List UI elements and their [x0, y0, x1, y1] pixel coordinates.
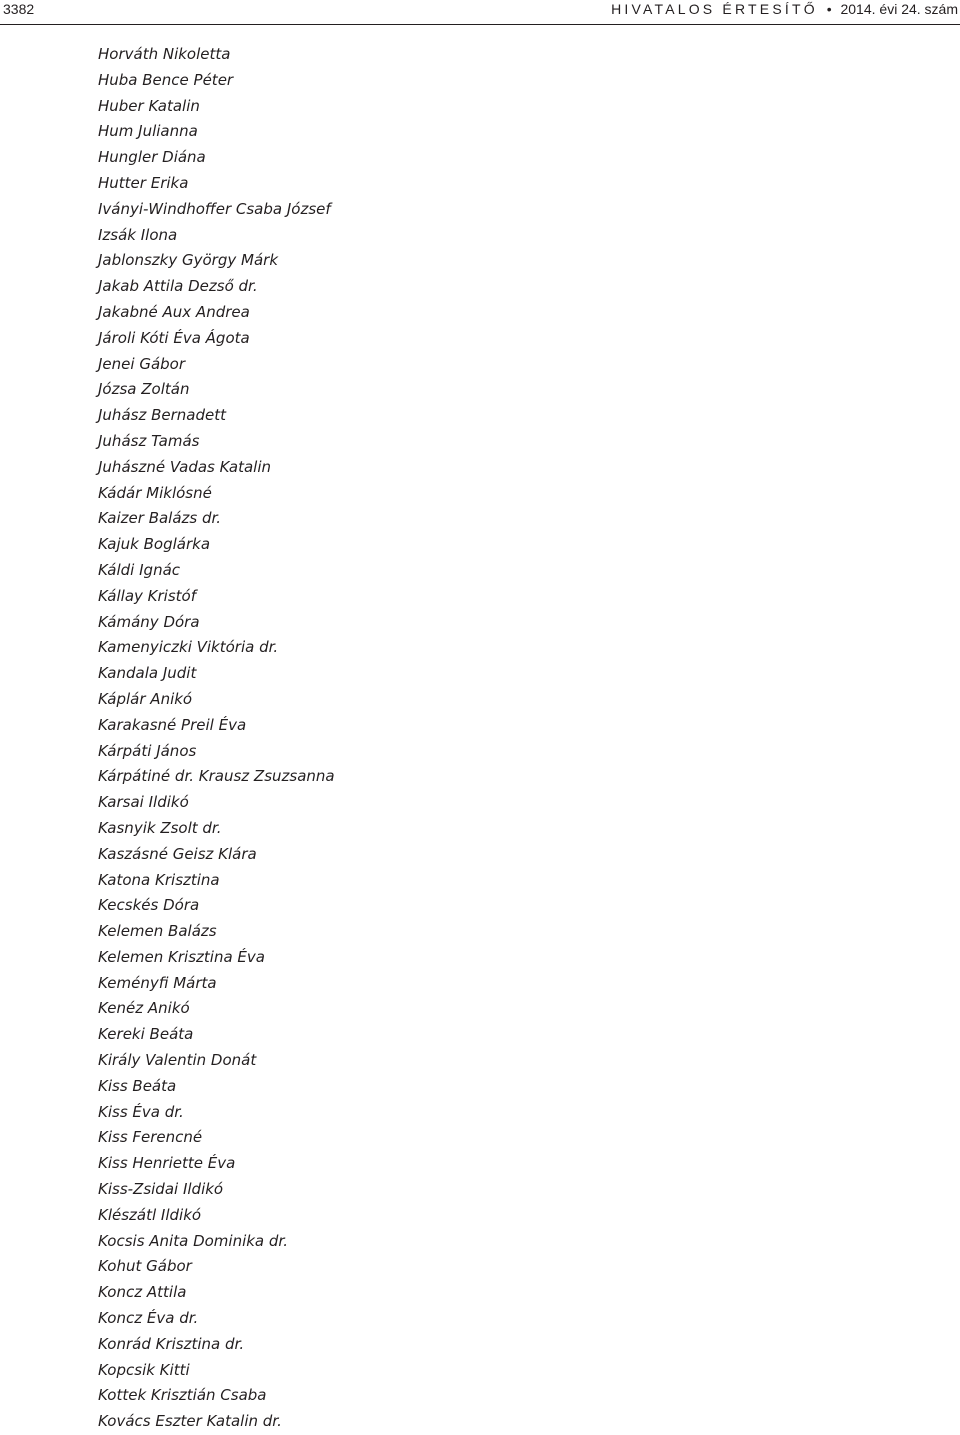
list-item: Iványi-Windhoffer Csaba József — [98, 199, 331, 218]
list-item: Juhász Bernadett — [98, 406, 226, 425]
list-item: Kárpátiné dr. Krausz Zsuzsanna — [98, 767, 335, 786]
list-item: Juhászné Vadas Katalin — [98, 457, 272, 476]
list-item: Kámány Dóra — [98, 612, 200, 631]
list-item: Király Valentin Donát — [98, 1051, 257, 1070]
list-item: Kaizer Balázs dr. — [98, 509, 222, 528]
list-item: Kárpáti János — [98, 741, 197, 760]
list-item: Kandala Judit — [98, 664, 197, 683]
list-item: Kenéz Anikó — [98, 999, 190, 1018]
list-item: Káldi Ignác — [98, 560, 181, 579]
list-item: Kamenyiczki Viktória dr. — [98, 638, 279, 657]
list-item: Hum Julianna — [98, 122, 198, 141]
list-item: Kállay Kristóf — [98, 586, 196, 605]
list-item: Kelemen Krisztina Éva — [98, 947, 265, 966]
list-item: Jakab Attila Dezső dr. — [98, 277, 258, 296]
list-item: Jenei Gábor — [98, 354, 186, 373]
list-item: Kajuk Boglárka — [98, 535, 211, 554]
list-item: Kecskés Dóra — [98, 896, 200, 915]
list-item: Káplár Anikó — [98, 689, 193, 708]
list-item: Kohut Gábor — [98, 1257, 192, 1276]
list-item: Kasnyik Zsolt dr. — [98, 818, 222, 837]
list-item: Koncz Éva dr. — [98, 1309, 199, 1328]
list-item: Huba Bence Péter — [98, 70, 234, 89]
list-item: Koncz Attila — [98, 1283, 187, 1302]
issue-label: 2014. évi 24. szám — [840, 1, 958, 17]
page-number: 3382 — [3, 1, 35, 17]
list-item: Kopcsik Kitti — [98, 1360, 190, 1379]
header-separator: • — [826, 1, 832, 17]
list-item: Jablonszky György Márk — [98, 251, 279, 270]
list-item: Jároli Kóti Éva Ágota — [98, 328, 250, 347]
list-item: Juhász Tamás — [98, 431, 200, 450]
list-item: Kiss-Zsidai Ildikó — [98, 1180, 224, 1199]
list-item: Hutter Erika — [98, 173, 189, 192]
list-item: Katona Krisztina — [98, 870, 220, 889]
name-list — [98, 42, 335, 1435]
list-item: Kádár Miklósné — [98, 483, 212, 502]
list-item: Klészátl Ildikó — [98, 1205, 202, 1224]
list-item: Kiss Éva dr. — [98, 1102, 184, 1121]
list-item: Kelemen Balázs — [98, 922, 217, 941]
running-title — [611, 1, 958, 17]
list-item: Karsai Ildikó — [98, 793, 189, 812]
page-header — [0, 0, 960, 24]
list-item: Konrád Krisztina dr. — [98, 1334, 245, 1353]
list-item: Jakabné Aux Andrea — [98, 302, 250, 321]
journal-title: HIVATALOS ÉRTESÍTŐ — [611, 1, 818, 17]
list-item: Keményfi Márta — [98, 973, 217, 992]
list-item: Huber Katalin — [98, 96, 200, 115]
list-item: Horváth Nikoletta — [98, 45, 231, 63]
list-item: Hungler Diána — [98, 148, 206, 167]
header-rule — [0, 24, 960, 25]
list-item: Kiss Ferencné — [98, 1128, 203, 1147]
list-item: Józsa Zoltán — [98, 380, 190, 399]
list-item: Izsák Ilona — [98, 225, 178, 244]
list-item: Karakasné Preil Éva — [98, 715, 247, 734]
list-item: Kottek Krisztián Csaba — [98, 1386, 267, 1405]
list-item: Kaszásné Geisz Klára — [98, 844, 257, 863]
list-item: Kocsis Anita Dominika dr. — [98, 1231, 288, 1250]
list-item: Kereki Beáta — [98, 1025, 194, 1044]
list-item: Kiss Beáta — [98, 1076, 177, 1095]
list-item: Kiss Henriette Éva — [98, 1154, 236, 1173]
list-item: Kovács Eszter Katalin dr. — [98, 1412, 282, 1431]
